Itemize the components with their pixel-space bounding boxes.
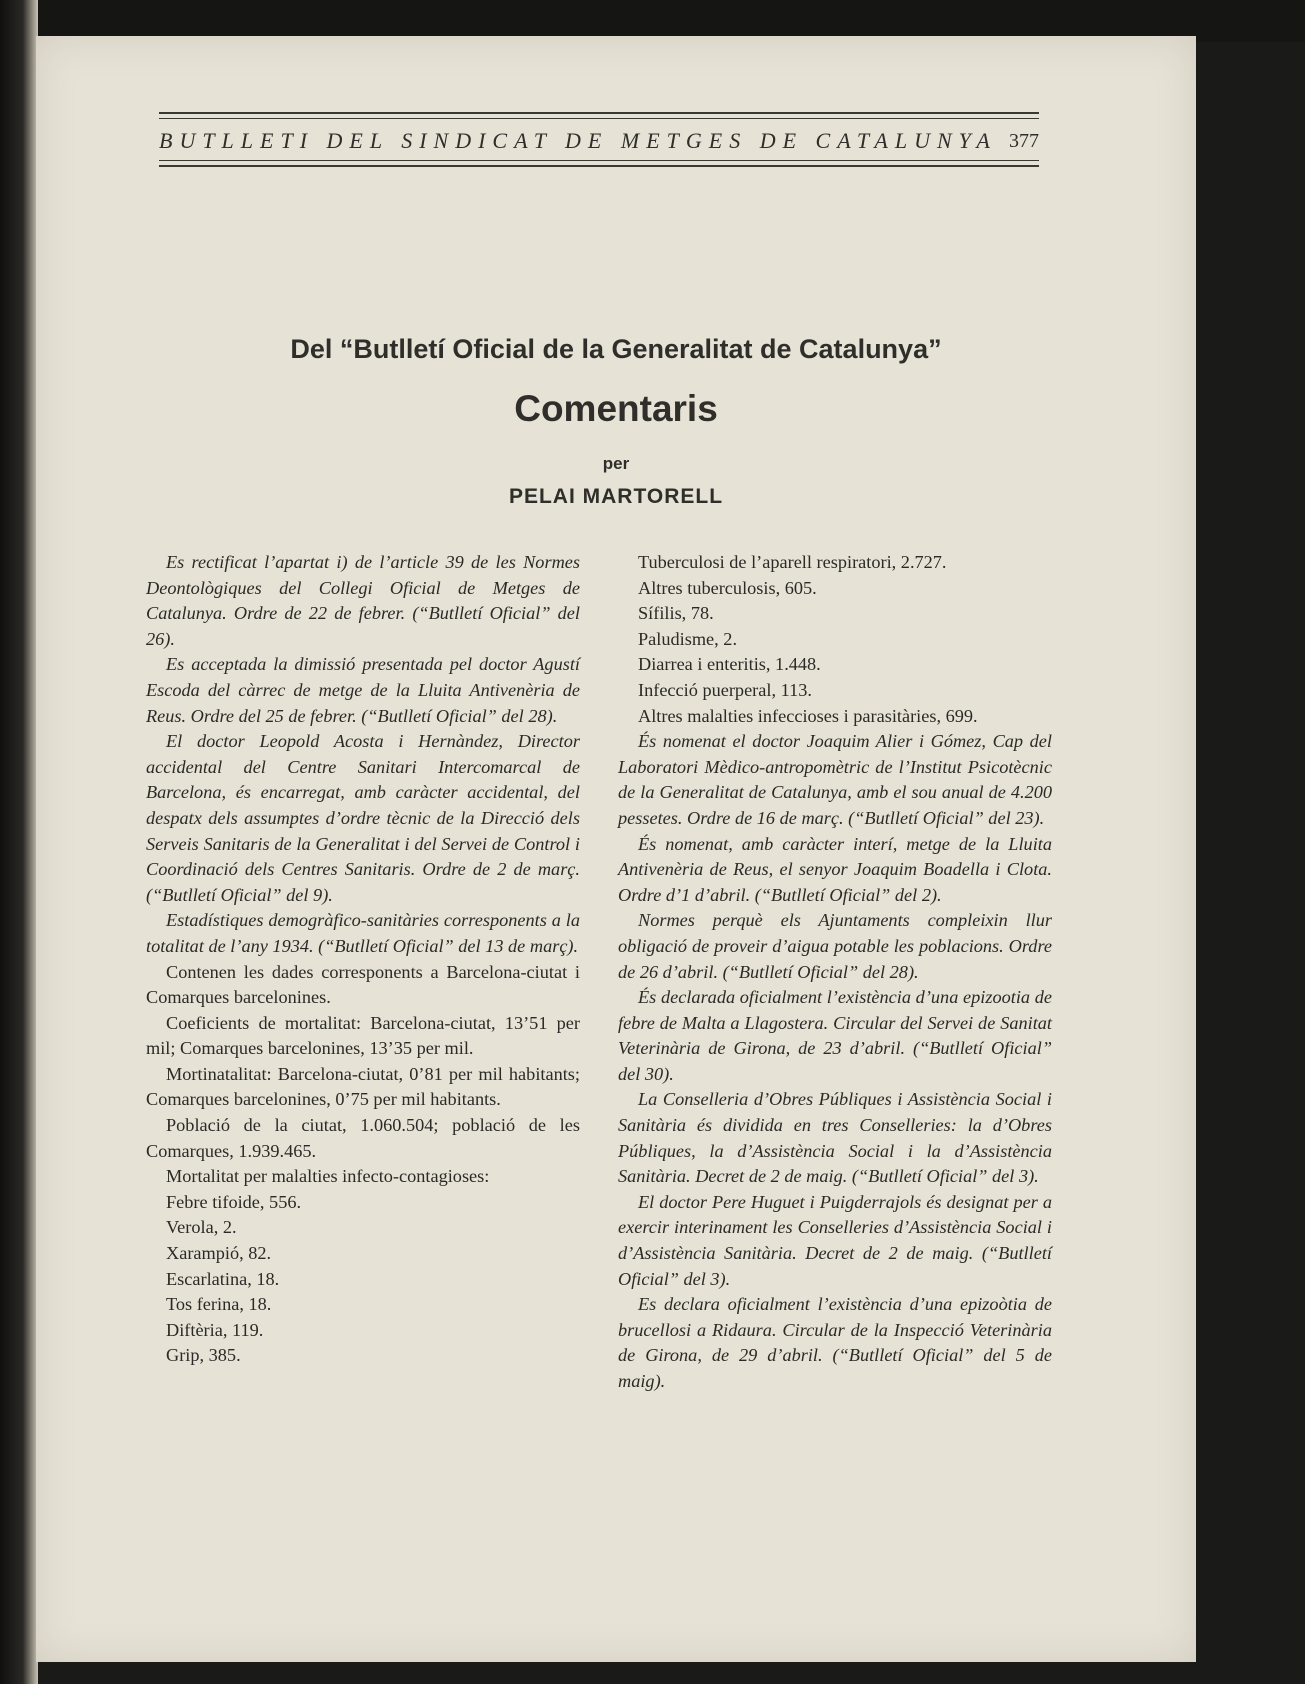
- paragraph: Coeficients de mortalitat: Barcelona-ciutat, 13’51 per mil; Comarques barcelonines, 13’35 per mil.: [146, 1012, 580, 1059]
- statistic-line: Infecció puerperal, 113.: [638, 679, 812, 700]
- page-number: 377: [1009, 130, 1039, 152]
- paragraph: Estadístiques demogràfico-sanitàries corresponents a la totalitat de l’any 1934. (“Butlletí Oficial” del 13 de març).: [146, 910, 580, 956]
- paragraph: Es acceptada la dimissió presentada pel doctor Agustí Escoda del càrrec de metge de la Lluita Antivenèria de Reus. Ordre del 25 de febrer. (“Butlletí Oficial” del 28).: [146, 654, 580, 726]
- article-title: Comentaris: [514, 388, 718, 429]
- statistic-line: Sífilis, 78.: [638, 603, 714, 624]
- running-header: [159, 128, 1039, 158]
- statistic-line: Escarlatina, 18.: [166, 1268, 280, 1289]
- author-name: PELAI MARTORELL: [508, 485, 724, 508]
- statistic-line: Verola, 2.: [166, 1217, 237, 1238]
- paragraph: Es declara oficialment l’existència d’una epizoòtia de brucellosi a Ridaura. Circular de la Inspecció Veterinària de Girona, de 29 d’abril. (“Butlletí Oficial” del 5 de maig).: [618, 1294, 1052, 1391]
- statistic-line: Altres tuberculosis, 605.: [638, 577, 817, 598]
- byline-per: per: [602, 454, 630, 473]
- journal-title: BUTLLETI DEL SINDICAT DE METGES DE CATALUNYA: [159, 128, 997, 153]
- statistic-line: Paludisme, 2.: [638, 628, 738, 649]
- paragraph: El doctor Leopold Acosta i Hernàndez, Director accidental del Centre Sanitari Intercomarcal de Barcelona, és encarregat, amb caràcter accidental, del despatx dels assumptes d’ordre tècnic de la Direcció dels Serveis Sanitaris de la Generalitat i del Servei de Control i Coordinació dels Centres Sanitaris. Ordre de 2 de març. (“Butlletí Oficial” del 9).: [146, 731, 580, 905]
- statistic-line: Febre tifoide, 556.: [166, 1191, 302, 1212]
- statistic-line: Altres malalties infeccioses i parasitàries, 699.: [638, 705, 978, 726]
- paragraph: Normes perquè els Ajuntaments compleixin llur obligació de proveir d’aigua potable les poblacions. Ordre de 26 d’abril. (“Butlletí Oficial” del 28).: [618, 910, 1052, 982]
- paragraph: És nomenat, amb caràcter interí, metge de la Lluita Antivenèria de Reus, el senyor Joaquim Boadella i Clota. Ordre d’1 d’abril. (“Butlletí Oficial” del 2).: [618, 833, 1052, 905]
- header-rule-bottom: [159, 165, 1039, 167]
- left-column: [146, 550, 580, 1369]
- paragraph: Mortalitat per malalties infecto-contagioses:: [166, 1166, 490, 1187]
- paragraph: És nomenat el doctor Joaquim Alier i Gómez, Cap del Laboratori Mèdico-antropomètric de l’Institut Psicotècnic de la Generalitat de Catalunya, amb el sou anual de 4.200 pessetes. Ordre de 16 de març. (“Butlletí Oficial” del 23).: [618, 731, 1052, 828]
- document-page: [36, 36, 1196, 1662]
- paragraph: Es rectificat l’apartat i) de l’article 39 de les Normes Deontològiques del Collegi Oficial de Metges de Catalunya. Ordre de 22 de febrer. (“Butlletí Oficial” del 26).: [146, 552, 580, 649]
- paragraph: Mortinatalitat: Barcelona-ciutat, 0’81 per mil habitants; Comarques barcelonines, 0’75 per mil habitants.: [146, 1063, 580, 1110]
- header-rule-bottom-thin: [159, 160, 1039, 161]
- statistic-line: Tos ferina, 18.: [166, 1294, 272, 1315]
- paragraph: Població de la ciutat, 1.060.504; població de les Comarques, 1.939.465.: [146, 1115, 580, 1161]
- statistic-line: Xarampió, 82.: [166, 1243, 272, 1264]
- paragraph: El doctor Pere Huguet i Puigderrajols és designat per a exercir interinament les Conselleries d’Assistència Social i d’Assistència Sanitària. Decret de 2 de maig. (“Butlletí Oficial” del 3).: [618, 1191, 1052, 1289]
- statistic-line: Grip, 385.: [166, 1345, 241, 1366]
- statistic-line: Tuberculosi de l’aparell respiratori, 2.727.: [638, 552, 947, 572]
- paragraph: És declarada oficialment l’existència d’una epizootia de febre de Malta a Llagostera. Circular del Servei de Sanitat Veterinària de Girona, de 23 d’abril. (“Butlletí Oficial” del 30).: [618, 987, 1052, 1084]
- source-title: Del “Butlletí Oficial de la Generalitat de Catalunya”: [290, 334, 942, 364]
- right-column: [618, 550, 1052, 1395]
- statistic-line: Diarrea i enteritis, 1.448.: [638, 654, 821, 675]
- paragraph: La Conselleria d’Obres Públiques i Assistència Social i Sanitària és dividida en tres Conselleries: la d’Obres Públiques, la d’Assistència Social i la d’Assistència Sanitària. Decret de 2 de maig. (“Butlletí Oficial” del 3).: [618, 1089, 1052, 1187]
- header-rule-top-thin: [159, 118, 1039, 119]
- paragraph: Contenen les dades corresponents a Barcelona-ciutat i Comarques barcelonines.: [146, 961, 580, 1008]
- statistic-line: Diftèria, 119.: [166, 1319, 264, 1340]
- header-rule-top: [159, 112, 1039, 114]
- scan-border-left: [0, 0, 38, 1684]
